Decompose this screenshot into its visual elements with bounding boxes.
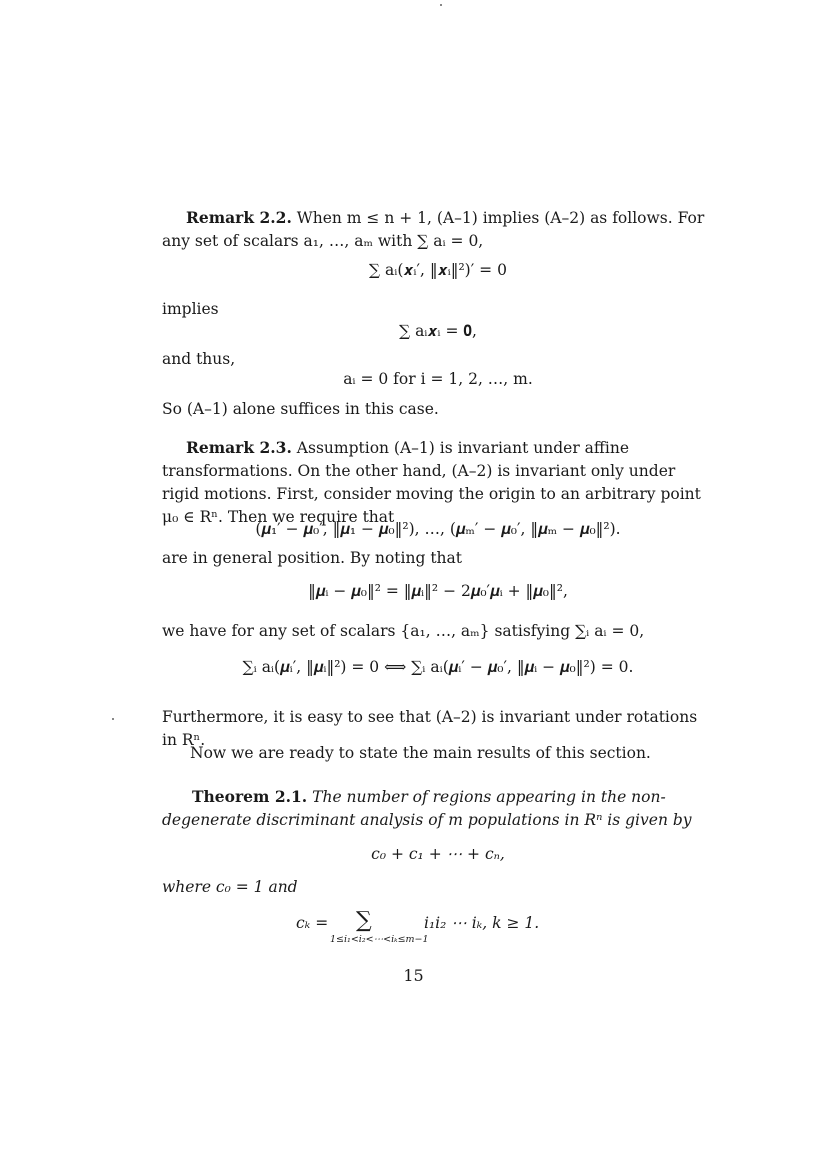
remark-2-2-paragraph bbox=[162, 206, 714, 253]
remark-2-3-closing: Furthermore, it is easy to see that (A–2) is invariant under rotations in Rⁿ. bbox=[162, 708, 698, 749]
remark-2-3-text: Assumption (A–1) is invariant under affine transformations. On the other hand, (A–2) is invariant only under rigid motions. First, consider moving the origin to an arbitrary point μ₀ ∈ Rⁿ. Then we require that bbox=[162, 439, 701, 526]
transition-sentence: Now we are ready to state the main results of this section. bbox=[190, 744, 651, 762]
remark-2-3-equation-1: (𝝁₁′ − 𝝁₀′, ‖𝝁₁ − 𝝁₀‖²), …, (𝝁ₘ′ − 𝝁₀′, ‖𝝁ₘ − 𝝁₀‖²). bbox=[255, 520, 621, 538]
sum-lhs: cₖ = bbox=[296, 914, 329, 932]
sigma-symbol: ∑ bbox=[356, 908, 372, 933]
remark-2-2-closing: So (A–1) alone suffices in this case. bbox=[162, 400, 439, 418]
theorem-2-1-text: The number of regions appearing in the non-degenerate discriminant analysis of m populations in Rⁿ is given by bbox=[162, 788, 692, 829]
remark-2-3-heading: Remark 2.3. bbox=[186, 438, 292, 457]
remark-2-3-equation-3: ∑ᵢ aᵢ(𝝁ᵢ′, ‖𝝁ᵢ‖²) = 0 ⟺ ∑ᵢ aᵢ(𝝁ᵢ′ − 𝝁₀′, ‖𝝁ᵢ − 𝝁₀‖²) = 0. bbox=[242, 658, 634, 676]
page-number: 15 bbox=[403, 966, 424, 985]
remark-2-2-text: When m ≤ n + 1, (A–1) implies (A–2) as follows. For any set of scalars a₁, …, aₘ with ∑ aᵢ = 0, bbox=[162, 209, 705, 250]
sum-rhs: i₁i₂ ⋯ iₖ, k ≥ 1. bbox=[424, 914, 540, 932]
remark-2-2-implies: implies bbox=[162, 300, 219, 318]
theorem-2-1-equation-1: c₀ + c₁ + ⋯ + cₙ, bbox=[371, 845, 505, 863]
theorem-2-1-sum-formula bbox=[296, 908, 586, 948]
scan-speck bbox=[440, 4, 442, 6]
sum-limits: 1≤i₁<i₂<⋯<iₖ≤m−1 bbox=[330, 934, 429, 945]
theorem-2-1-paragraph bbox=[162, 785, 714, 832]
remark-2-2-and-thus: and thus, bbox=[162, 350, 236, 368]
remark-2-3-general-position: are in general position. By noting that bbox=[162, 549, 463, 567]
remark-2-3-scalars: we have for any set of scalars {a₁, …, aₘ} satisfying ∑ᵢ aᵢ = 0, bbox=[162, 622, 645, 640]
remark-2-2-equation-2: ∑ aᵢ𝒙ᵢ = 𝟎, bbox=[399, 322, 477, 340]
remark-2-2-equation-3: aᵢ = 0 for i = 1, 2, …, m. bbox=[343, 370, 533, 388]
theorem-2-1-heading: Theorem 2.1. bbox=[192, 787, 308, 806]
remark-2-2-equation-1: ∑ aᵢ(𝒙ᵢ′, ‖𝒙ᵢ‖²)′ = 0 bbox=[369, 261, 507, 279]
remark-2-3-paragraph bbox=[162, 436, 714, 529]
theorem-2-1-where: where c₀ = 1 and bbox=[162, 878, 298, 896]
scan-speck bbox=[112, 718, 114, 720]
remark-2-2-heading: Remark 2.2. bbox=[186, 208, 292, 227]
remark-2-3-equation-2: ‖𝝁ᵢ − 𝝁₀‖² = ‖𝝁ᵢ‖² − 2𝝁₀′𝝁ᵢ + ‖𝝁₀‖², bbox=[308, 582, 568, 600]
